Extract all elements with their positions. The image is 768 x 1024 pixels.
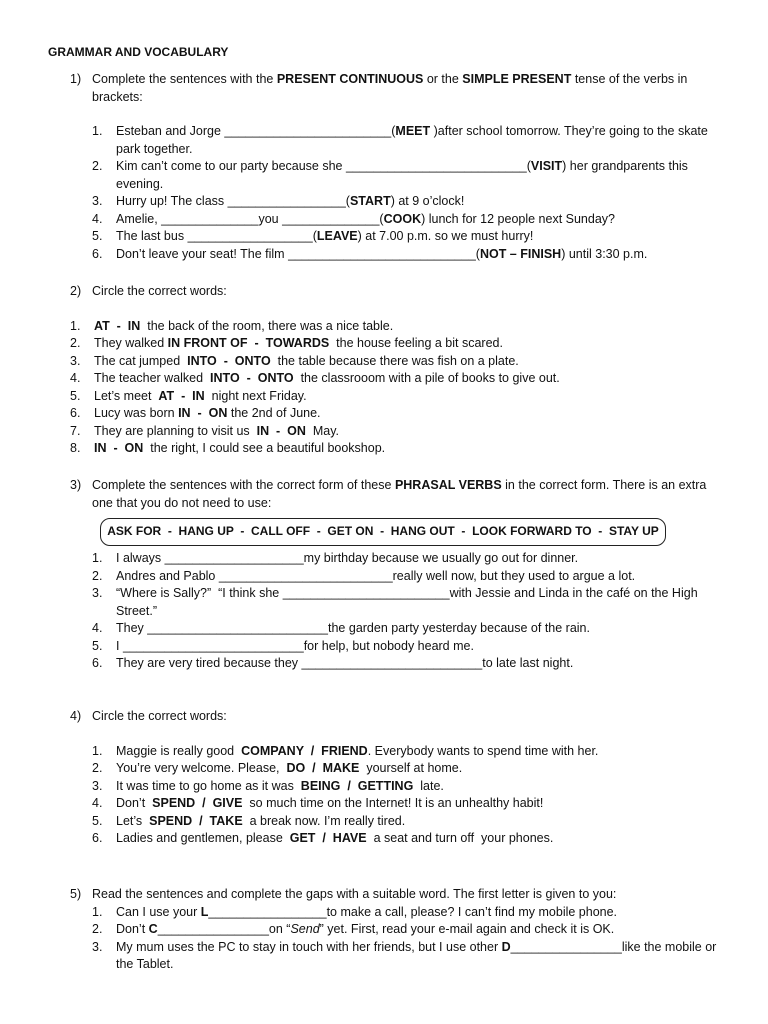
item-number: 6.: [70, 406, 81, 420]
list-item: [70, 405, 720, 423]
item-text: They are planning to visit us IN - ON May.: [94, 423, 340, 438]
item-number: 2.: [92, 922, 103, 936]
list-item: [70, 318, 720, 336]
item-text: Lucy was born IN - ON the 2nd of June.: [94, 406, 321, 420]
list-item: [70, 795, 720, 813]
list-item: [70, 123, 720, 158]
item-number: 3.: [92, 778, 103, 793]
list-item: [70, 550, 720, 568]
list-item: [70, 440, 720, 458]
item-text: Esteban and Jorge ________________________(MEET )after school tomorrow. They’re going to the skate park together.: [116, 124, 708, 156]
item-number: 4.: [92, 621, 103, 635]
exercise-5-number: 5): [70, 887, 82, 901]
item-number: 6.: [92, 656, 103, 670]
item-text: Don’t C________________on “Send” yet. First, read your e-mail again and check it is OK.: [116, 922, 615, 936]
item-number: 8.: [70, 441, 81, 455]
exercise-5: [70, 886, 720, 974]
list-item: [70, 904, 720, 922]
item-text: The last bus __________________(LEAVE) at 7.00 p.m. so we must hurry!: [116, 229, 534, 243]
item-number: 4.: [92, 211, 103, 226]
item-number: 1.: [92, 124, 103, 138]
list-item: [70, 760, 720, 778]
list-item: [70, 585, 720, 620]
item-text: Maggie is really good COMPANY / FRIEND. Everybody wants to spend time with her.: [116, 743, 599, 758]
item-text: You’re very welcome. Please, DO / MAKE yourself at home.: [116, 761, 463, 775]
exercise-4: [70, 708, 720, 848]
list-item: [70, 423, 720, 441]
item-text: “Where is Sally?” “I think she ________________________with Jessie and Linda in the café on the High Street.”: [116, 586, 698, 618]
list-item: [70, 335, 720, 353]
item-text: Hurry up! The class _________________(START) at 9 o’clock!: [116, 194, 465, 208]
phrasal-verbs-box: [100, 518, 666, 546]
list-item: [70, 193, 720, 211]
exercise-1-instruction: [70, 71, 720, 106]
exercise-3-number: 3): [70, 478, 82, 492]
exercise-5-instruction: [70, 886, 720, 904]
item-text: Amelie, ______________you ______________(COOK) lunch for 12 people next Sunday?: [116, 211, 615, 226]
list-item: [70, 228, 720, 246]
list-item: [70, 568, 720, 586]
item-text: Can I use your L_________________to make a call, please? I can’t find my mobile phone.: [116, 904, 618, 919]
item-text: They __________________________the garden party yesterday because of the rain.: [116, 621, 590, 635]
item-number: 3.: [92, 586, 103, 600]
exercise-1-number: 1): [70, 72, 82, 86]
exercise-3-list: [70, 550, 720, 673]
item-number: 6.: [92, 831, 103, 845]
list-item: [70, 370, 720, 388]
item-number: 4.: [70, 371, 81, 385]
exercise-5-text: Read the sentences and complete the gaps with a suitable word. The first letter is given to you:: [92, 887, 617, 901]
item-text: Kim can’t come to our party because she __________________________(VISIT) her grandparents this evening.: [116, 159, 688, 191]
list-item: [70, 813, 720, 831]
item-text: My mum uses the PC to stay in touch with her friends, but I use other D________________like the mobile or the Tablet.: [116, 939, 717, 971]
exercise-1: [70, 71, 720, 263]
exercise-4-instruction: [70, 708, 720, 726]
list-item: [70, 158, 720, 193]
item-text: The cat jumped INTO - ONTO the table because there was fish on a plate.: [94, 353, 519, 368]
item-number: 4.: [92, 796, 103, 810]
list-item: [70, 939, 720, 974]
list-item: [70, 246, 720, 264]
item-text: IN - ON the right, I could see a beautiful bookshop.: [94, 441, 386, 455]
item-text: Andres and Pablo _________________________really well now, but they used to argue a lot.: [116, 568, 636, 583]
list-item: [70, 620, 720, 638]
exercise-2-instruction: [70, 283, 720, 301]
item-text: I __________________________for help, but nobody heard me.: [116, 638, 474, 653]
item-number: 3.: [92, 939, 103, 954]
exercise-2-list: [70, 318, 720, 458]
exercise-2: [70, 283, 720, 458]
item-number: 2.: [92, 568, 103, 583]
item-text: Don’t leave your seat! The film ___________________________(NOT – FINISH) until 3:30 p.m.: [116, 246, 648, 261]
item-number: 5.: [92, 813, 103, 828]
exercise-3: [70, 477, 720, 673]
item-text: I always ____________________my birthday because we usually go out for dinner.: [116, 551, 579, 565]
exercise-3-text: Complete the sentences with the correct form of these PHRASAL VERBS in the correct form. There is an extra one that you do not need to use:: [92, 478, 707, 510]
item-text: Ladies and gentlemen, please GET / HAVE a seat and turn off your phones.: [116, 831, 554, 845]
item-number: 1.: [92, 904, 103, 919]
list-item: [70, 388, 720, 406]
item-number: 1.: [92, 551, 103, 565]
page-title: GRAMMAR AND VOCABULARY: [48, 45, 229, 59]
item-number: 5.: [70, 388, 81, 403]
item-text: AT - IN the back of the room, there was a nice table.: [94, 318, 394, 333]
item-text: They are very tired because they __________________________to late last night.: [116, 656, 574, 670]
item-number: 6.: [92, 246, 103, 261]
item-number: 3.: [92, 194, 103, 208]
item-number: 1.: [70, 318, 81, 333]
exercise-1-text: Complete the sentences with the PRESENT CONTINUOUS or the SIMPLE PRESENT tense of the verbs in brackets:: [92, 72, 688, 104]
list-item: [70, 830, 720, 848]
phrasal-verbs-list: ASK FOR - HANG UP - CALL OFF - GET ON - HANG OUT - LOOK FORWARD TO - STAY UP: [107, 524, 659, 539]
item-text: Let’s meet AT - IN night next Friday.: [94, 388, 307, 403]
exercise-2-number: 2): [70, 284, 82, 298]
exercise-2-text: Circle the correct words:: [92, 284, 227, 298]
item-text: Don’t SPEND / GIVE so much time on the Internet! It is an unhealthy habit!: [116, 796, 544, 810]
item-text: They walked IN FRONT OF - TOWARDS the house feeling a bit scared.: [94, 336, 503, 350]
list-item: [70, 638, 720, 656]
list-item: [70, 655, 720, 673]
item-number: 7.: [70, 423, 81, 438]
item-number: 2.: [92, 761, 103, 775]
list-item: [70, 921, 720, 939]
list-item: [70, 778, 720, 796]
exercise-1-list: [70, 123, 720, 263]
exercise-4-number: 4): [70, 709, 82, 723]
exercise-5-list: [70, 904, 720, 974]
exercise-4-list: [70, 743, 720, 848]
item-text: The teacher walked INTO - ONTO the classrooom with a pile of books to give out.: [94, 371, 560, 385]
item-number: 2.: [70, 336, 81, 350]
list-item: [70, 211, 720, 229]
item-number: 3.: [70, 353, 81, 368]
exercise-3-instruction: [70, 477, 720, 512]
list-item: [70, 743, 720, 761]
list-item: [70, 353, 720, 371]
item-number: 2.: [92, 159, 103, 173]
item-number: 1.: [92, 743, 103, 758]
item-number: 5.: [92, 229, 103, 243]
item-text: Let’s SPEND / TAKE a break now. I’m really tired.: [116, 813, 406, 828]
item-text: It was time to go home as it was BEING / GETTING late.: [116, 778, 444, 793]
exercise-4-text: Circle the correct words:: [92, 709, 227, 723]
item-number: 5.: [92, 638, 103, 653]
